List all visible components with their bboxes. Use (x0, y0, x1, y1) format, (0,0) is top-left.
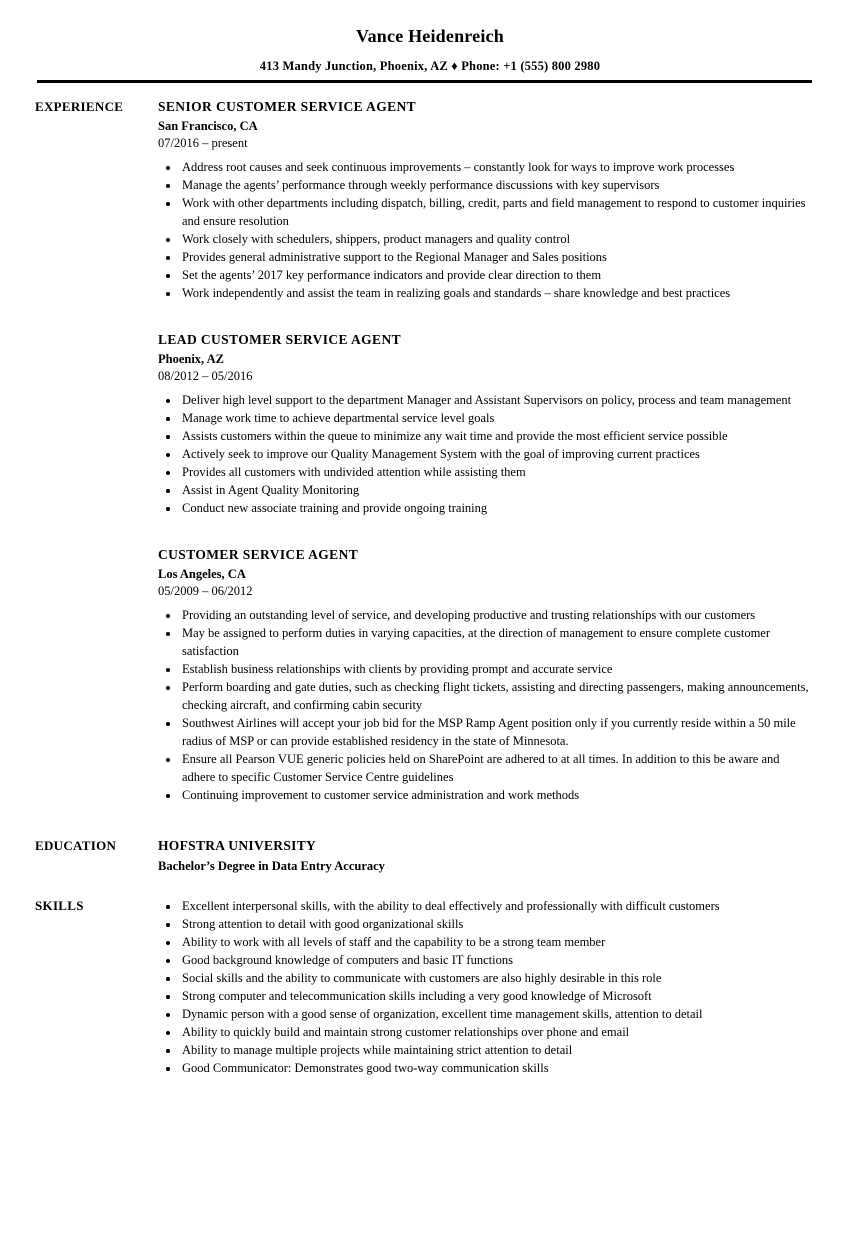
degree-name: Bachelor’s Degree in Data Entry Accuracy (158, 859, 385, 873)
bullet-item: • Social skills and the ability to communicate with customers are also highly desirable in this role (180, 969, 815, 987)
bullet-item: • Set the agents’ 2017 key performance indicators and provide clear direction to them (180, 266, 815, 284)
bullet-item: • Dynamic person with a good sense of organization, excellent time management skills, attention to detail (180, 1005, 815, 1023)
bullet-item: • Assist in Agent Quality Monitoring (180, 481, 815, 499)
section-experience (35, 97, 815, 804)
bullet-item: • Good background knowledge of computers and basic IT functions (180, 951, 815, 969)
job-bullet-list (158, 158, 815, 302)
resume-header (0, 0, 860, 83)
section-education (35, 836, 815, 875)
job-entry (158, 330, 815, 517)
contact-line: 413 Mandy Junction, Phoenix, AZ ♦ Phone: +1 (555) 800 2980 (259, 59, 601, 73)
bullet-item: • Ability to quickly build and maintain strong customer relationships over phone and email (180, 1023, 815, 1041)
bullet-item: • May be assigned to perform duties in varying capacities, at the direction of management to ensure complete customer satisfaction (180, 624, 815, 660)
bullet-item: • Establish business relationships with clients by providing prompt and accurate service (180, 660, 815, 678)
bullet-item: • Assists customers within the queue to minimize any wait time and provide the most efficient service possible (180, 427, 815, 445)
job-location: Los Angeles, CA (158, 567, 246, 581)
education-body (158, 836, 815, 875)
job-entry (158, 97, 815, 302)
school-name: HOFSTRA UNIVERSITY (158, 838, 317, 853)
job-location: San Francisco, CA (158, 119, 258, 133)
section-label-skills: SKILLS (35, 898, 84, 913)
bullet-item: • Provides general administrative support to the Regional Manager and Sales positions (180, 248, 815, 266)
bullet-item: • Strong computer and telecommunication skills including a very good knowledge of Microsoft (180, 987, 815, 1005)
bullet-item: • Ability to work with all levels of staff and the capability to be a strong team member (180, 933, 815, 951)
bullet-item: • Perform boarding and gate duties, such as checking flight tickets, assisting and directing passengers, making announcements, checking aircraft, and confirming cabin security (180, 678, 815, 714)
bullet-item: • Actively seek to improve our Quality Management System with the goal of improving current practices (180, 445, 815, 463)
section-label-education: EDUCATION (35, 838, 117, 853)
bullet-item: • Good Communicator: Demonstrates good two-way communication skills (180, 1059, 815, 1077)
section-label-experience: EXPERIENCE (35, 99, 124, 114)
bullet-item: • Work closely with schedulers, shippers, product managers and quality control (180, 230, 815, 248)
bullet-item: • Ability to manage multiple projects while maintaining strict attention to detail (180, 1041, 815, 1059)
job-dates: 05/2009 – 06/2012 (158, 584, 253, 598)
bullet-item: • Southwest Airlines will accept your job bid for the MSP Ramp Agent position only if you currently reside within a 50 mile radius of MSP or can provide established residency in the state of Minnesota. (180, 714, 815, 750)
bullet-item: • Manage the agents’ performance through weekly performance discussions with key supervisors (180, 176, 815, 194)
candidate-name: Vance Heidenreich (356, 26, 504, 46)
bullet-item: • Strong attention to detail with good organizational skills (180, 915, 815, 933)
bullet-item: • Excellent interpersonal skills, with the ability to deal effectively and professionally with difficult customers (180, 897, 815, 915)
bullet-item: • Work with other departments including dispatch, billing, credit, parts and field management to respond to customer inquiries and ensure resolution (180, 194, 815, 230)
job-title: LEAD CUSTOMER SERVICE AGENT (158, 332, 402, 347)
bullet-item: • Work independently and assist the team in realizing goals and standards – share knowledge and best practices (180, 284, 815, 302)
job-dates: 07/2016 – present (158, 136, 248, 150)
job-location: Phoenix, AZ (158, 352, 224, 366)
job-entry (158, 545, 815, 804)
bullet-item: • Providing an outstanding level of service, and developing productive and trusting relationships with our customers (180, 606, 815, 624)
bullet-item: • Address root causes and seek continuous improvements – constantly look for ways to improve work processes (180, 158, 815, 176)
bullet-item: • Provides all customers with undivided attention while assisting them (180, 463, 815, 481)
job-title: CUSTOMER SERVICE AGENT (158, 547, 359, 562)
bullet-item: • Ensure all Pearson VUE generic policies held on SharePoint are adhered to at all times. In addition to this be aware and adhere to specific Customer Service Centre guidelines (180, 750, 815, 786)
job-bullet-list (158, 391, 815, 517)
job-bullet-list (158, 606, 815, 804)
bullet-item: • Manage work time to achieve departmental service level goals (180, 409, 815, 427)
bullet-item: • Continuing improvement to customer service administration and work methods (180, 786, 815, 804)
bullet-item: • Conduct new associate training and provide ongoing training (180, 499, 815, 517)
skills-bullet-list (158, 897, 815, 1077)
job-dates: 08/2012 – 05/2016 (158, 369, 253, 383)
experience-body (158, 97, 815, 804)
bullet-item: • Deliver high level support to the department Manager and Assistant Supervisors on policy, process and team management (180, 391, 815, 409)
skills-body (158, 896, 815, 1077)
resume-body (0, 83, 860, 1077)
job-title: SENIOR CUSTOMER SERVICE AGENT (158, 99, 417, 114)
section-skills (35, 896, 815, 1077)
